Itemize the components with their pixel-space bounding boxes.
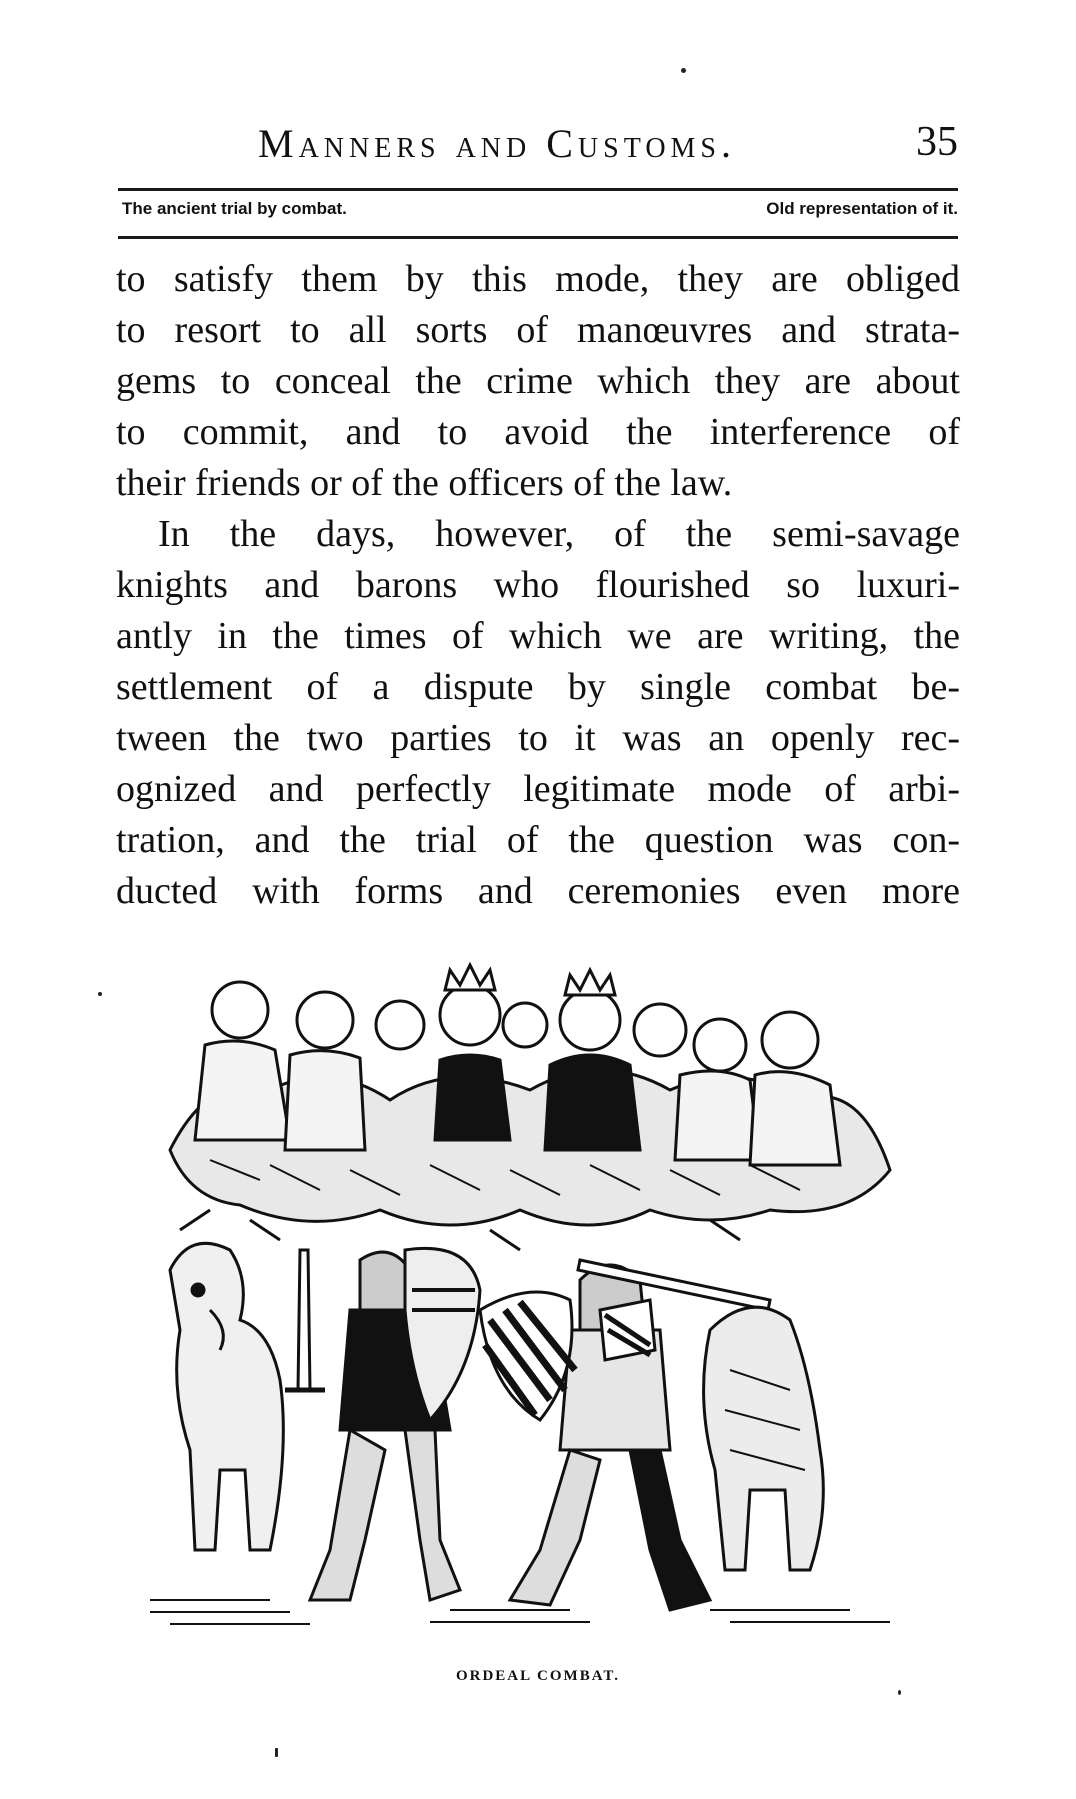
ordeal-combat-woodcut: [150, 950, 910, 1650]
text-line: knights and barons who flourished so luxuri-: [116, 564, 960, 606]
text-line: tration, and the trial of the question was con-: [116, 819, 960, 861]
ground-hatching: [150, 1600, 890, 1624]
body-text: [116, 254, 960, 917]
page-number: 35: [916, 119, 958, 165]
running-title: Manners and Customs.: [258, 121, 737, 166]
text-line: In the days, however, of the semi-savage: [158, 513, 960, 555]
right-horse: [704, 1307, 824, 1570]
print-speck: [275, 1748, 278, 1757]
text-line: their friends or of the officers of the law.: [116, 462, 733, 504]
text-line: tween the two parties to it was an openly rec-: [116, 717, 960, 759]
print-speck: [898, 1690, 901, 1695]
header-rule-top: [118, 188, 958, 191]
header-rule-bottom: [118, 236, 958, 239]
print-speck: [98, 992, 102, 996]
spectator-gallery: [170, 965, 890, 1250]
figure-caption: ORDEAL COMBAT.: [455, 1668, 621, 1684]
text-line: antly in the times of which we are writing, the: [116, 615, 960, 657]
subhead: [118, 199, 958, 229]
left-knight: [285, 1248, 480, 1600]
text-line: gems to conceal the crime which they are about: [116, 360, 960, 402]
text-line: settlement of a dispute by single combat be-: [116, 666, 960, 708]
subhead-right: Old representation of it.: [766, 199, 958, 218]
running-head: [118, 118, 958, 174]
print-speck: [681, 68, 686, 73]
text-line: to commit, and to avoid the interference of: [116, 411, 960, 453]
text-line: ducted with forms and ceremonies even more: [116, 870, 960, 912]
text-line: to satisfy them by this mode, they are obliged: [116, 258, 960, 300]
text-line: ognized and perfectly legitimate mode of arbi-: [116, 768, 960, 810]
text-line: to resort to all sorts of manœuvres and strata-: [116, 309, 960, 351]
left-horse: [170, 1243, 283, 1550]
subhead-left: The ancient trial by combat.: [122, 199, 347, 218]
